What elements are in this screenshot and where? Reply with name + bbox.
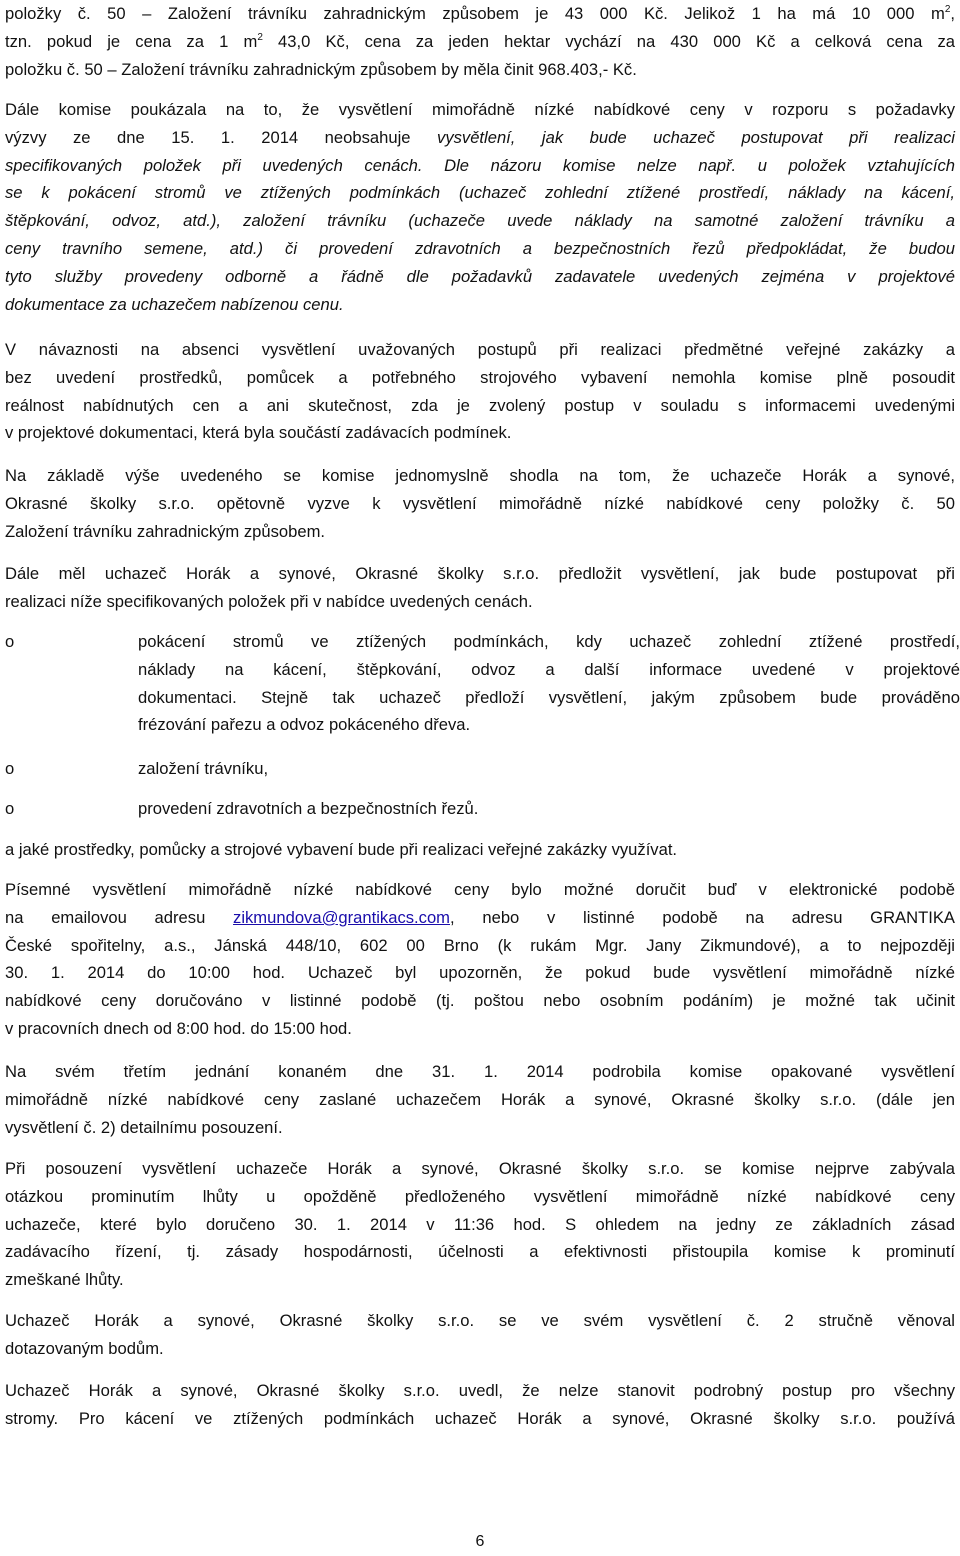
paragraph-equipment	[5, 836, 955, 864]
text-line: pokácení stromů ve ztížených podmínkách, kdy uchazeč zohlední ztížené prostředí,	[138, 632, 960, 651]
text-line: Na základě výše uvedeného se komise jednomyslně shodla na tom, že uchazeče Horák a synové,	[5, 466, 955, 485]
paragraph-request-explanation	[5, 560, 955, 616]
text-line: Uchazeč Horák a synové, Okrasné školky s.r.o. se ve svém vysvětlení č. 2 stručně věnoval	[5, 1311, 955, 1330]
text-line: nabídkové ceny doručováno v listinné podobě (tj. poštou nebo osobním podáním) je možné tak učinit	[5, 991, 955, 1011]
text-line: Při posouzení vysvětlení uchazeče Horák a synové, Okrasné školky s.r.o. se komise nejprve zabývala	[5, 1159, 955, 1178]
text-line: reálnost nabídnutých cen a ani skutečnost, zda je zvolený postup v souladu s informacemi uvedenými	[5, 395, 955, 415]
text-line: frézování pařezu a odvoz pokáceného dřeva.	[138, 715, 471, 735]
paragraph-delivery-instructions	[5, 876, 955, 1043]
list-item	[5, 755, 955, 783]
paragraph-commission-remarks	[5, 96, 955, 318]
text-line: stromy. Pro kácení ve ztížených podmínkách uchazeč Horák a synové, Okrasné školky s.r.o. používá	[5, 1408, 955, 1428]
text-line: dokumentace za uchazečem nabízenou cenu.	[5, 294, 344, 314]
text-line: dokumentaci. Stejně tak uchazeč předloží vysvětlení, jakým způsobem bude prováděno	[138, 687, 960, 707]
text-line: se k pokácení stromů ve ztížených podmínkách (uchazeč zohlední ztížené prostředí, náklady na kácení,	[5, 183, 955, 203]
paragraph-third-meeting	[5, 1058, 955, 1141]
paragraph-commission-decision	[5, 462, 955, 545]
text-line: položku č. 50 – Založení trávníku zahradnickým způsobem by měla činit 968.403,- Kč.	[5, 59, 637, 79]
text-line: Okrasné školky s.r.o. opětovně vyzve k vysvětlení mimořádně nízké nabídkové ceny položky č. 50	[5, 493, 955, 513]
text-line: vysvětlení č. 2) detailnímu posouzení.	[5, 1117, 283, 1137]
text-line: položky č. 50 – Založení trávníku zahradnickým způsobem je 43 000 Kč. Jelikož 1 ha má 10 000 $m^2$,	[5, 4, 955, 23]
text-line: výzvy ze dne 15. 1. 2014 neobsahuje vysvětlení, jak bude uchazeč postupovat při realizaci	[5, 127, 955, 147]
list-item	[5, 628, 960, 740]
text-line: V návaznosti na absenci vysvětlení uvažovaných postupů při realizaci předmětné veřejné zakázky a	[5, 340, 955, 359]
bullet-marker: o	[5, 632, 15, 651]
bullet-marker: o	[5, 799, 15, 818]
text-line: otázkou prominutím lhůty u opožděně předloženého vysvětlení mimořádně nízké nabídkové ceny	[5, 1186, 955, 1206]
text-line: České spořitelny, a.s., Jánská 448/10, 602 00 Brno (k rukám Mgr. Jany Zikmundové), a to nejpozději	[5, 935, 955, 955]
page-number: 6	[475, 1533, 485, 1550]
text-line: ceny travního semene, atd.) či provedení zdravotních a bezpečnostních řezů předpokládat, že budou	[5, 238, 955, 258]
text-line: Dále měl uchazeč Horák a synové, Okrasné školky s.r.o. předložit vysvětlení, jak bude postupovat při	[5, 564, 955, 583]
text-line: provedení zdravotních a bezpečnostních řezů.	[138, 799, 479, 818]
text-line: bez uvedení prostředků, pomůcek a potřebného strojového vybavení nemohla komise plně posoudit	[5, 367, 955, 387]
text-line: tzn. pokud je cena za 1 $m^2$ 43,0 Kč, cena za jeden hektar vychází na 430 000 Kč a celková cena za	[5, 31, 955, 51]
text-line: Dále komise poukázala na to, že vysvětlení mimořádně nízké nabídkové ceny v rozporu s požadavky	[5, 100, 955, 119]
paragraph-applicant-response	[5, 1307, 955, 1363]
text-line: dotazovaným bodům.	[5, 1338, 164, 1358]
text-line: náklady na kácení, štěpkování, odvoz a další informace uvedené v projektové	[138, 659, 960, 679]
paragraph-deadline-waiver	[5, 1155, 955, 1294]
text-line: Písemné vysvětlení mimořádně nízké nabídkové ceny bylo možné doručit buď v elektronické podobě	[5, 880, 955, 899]
text-line: uchazeče, které bylo doručeno 30. 1. 2014 v 11:36 hod. S ohledem na jedny ze základních zásad	[5, 1214, 955, 1234]
paragraph-felling-method	[5, 1377, 955, 1433]
list-item	[5, 795, 955, 823]
text-line: mimořádně nízké nabídkové ceny zaslané uchazečem Horák a synové, Okrasné školky s.r.o. (dále jen	[5, 1089, 955, 1109]
text-line: zadávacího řízení, tj. zásady hospodárnosti, účelnosti a efektivnosti přistoupila komise k prominutí	[5, 1242, 955, 1262]
text-line: štěpkování, odvoz, atd.), založení trávníku (uchazeče uvede náklady na samotné založení trávníku a	[5, 211, 955, 231]
text-line: tyto služby provedeny odborně a řádně dle požadavků zadavatele uvedených zejména v projektové	[5, 266, 955, 286]
text-line: na emailovou adresu zikmundova@grantikacs.com, nebo v listinné podobě na adresu GRANTIKA	[5, 907, 955, 927]
text-line: založení trávníku,	[138, 759, 269, 778]
email-link[interactable]: zikmundova@grantikacs.com	[233, 907, 451, 927]
text-line: Na svém třetím jednání konaném dne 31. 1. 2014 podrobila komise opakované vysvětlení	[5, 1062, 955, 1081]
text-line: specifikovaných položek při uvedených cenách. Dle názoru komise nelze např. u položek vztahujících	[5, 155, 955, 175]
text-line: Založení trávníku zahradnickým způsobem.	[5, 521, 326, 541]
text-line: 30. 1. 2014 do 10:00 hod. Uchazeč byl upozorněn, že pokud bude vysvětlení mimořádně nízké	[5, 963, 955, 983]
paragraph-price-calculation	[5, 0, 955, 83]
text-line: a jaké prostředky, pomůcky a strojové vybavení bude při realizaci veřejné zakázky využívat.	[5, 840, 678, 859]
bullet-marker: o	[5, 759, 15, 778]
paragraph-absence-explanation	[5, 336, 955, 447]
text-line: Uchazeč Horák a synové, Okrasné školky s.r.o. uvedl, že nelze stanovit podrobný postup pro všechny	[5, 1381, 955, 1400]
text-line: realizaci níže specifikovaných položek při v nabídce uvedených cenách.	[5, 591, 533, 611]
text-line: v projektové dokumentaci, která byla součástí zadávacích podmínek.	[5, 423, 512, 443]
text-line: v pracovních dnech od 8:00 hod. do 15:00 hod.	[5, 1018, 352, 1038]
text-line: zmeškané lhůty.	[5, 1270, 124, 1290]
